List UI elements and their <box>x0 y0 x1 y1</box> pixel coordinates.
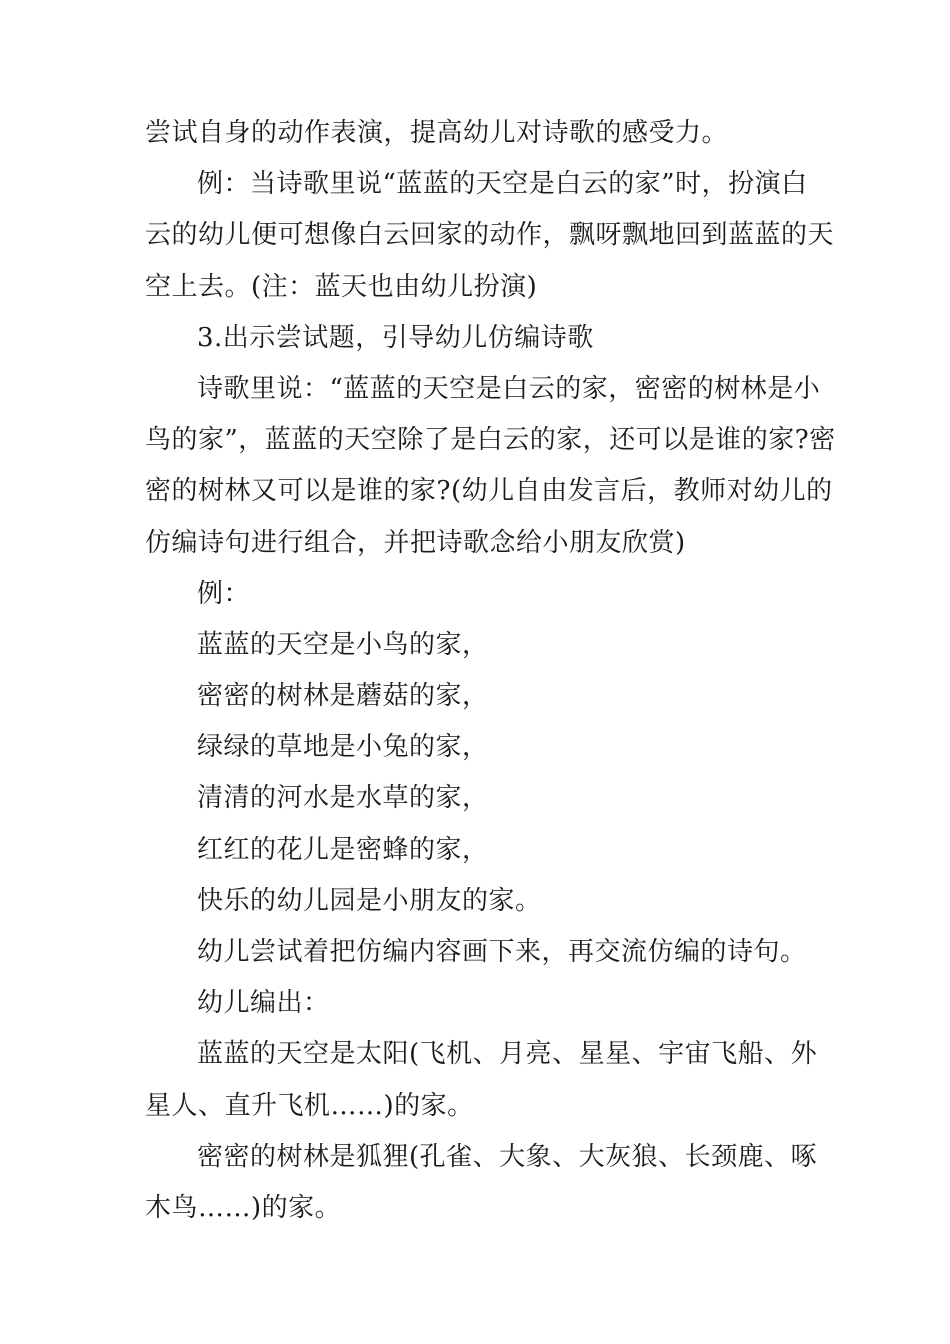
paragraph-line: 密密的树林是狐狸(孔雀、大象、大灰狼、长颈鹿、啄 <box>197 1141 818 1172</box>
poem-line: 清清的河水是水草的家， <box>197 783 489 814</box>
poem-line: 密密的树林是蘑菇的家， <box>197 681 489 712</box>
paragraph-line: 星人、直升飞机……)的家。 <box>145 1090 474 1121</box>
paragraph-line: 例：当诗歌里说“蓝蓝的天空是白云的家”时，扮演白 <box>197 169 808 200</box>
example-label: 例： <box>197 578 251 609</box>
paragraph-line: 鸟的家”，蓝蓝的天空除了是白云的家，还可以是谁的家?密 <box>145 425 836 456</box>
poem-line: 快乐的幼儿园是小朋友的家。 <box>197 885 542 916</box>
paragraph-line: 云的幼儿便可想像白云回家的动作，飘呀飘地回到蓝蓝的天 <box>145 220 835 251</box>
poem-line: 蓝蓝的天空是小鸟的家， <box>197 629 489 660</box>
paragraph-line: 木鸟……)的家。 <box>145 1192 342 1223</box>
section-heading: 3.出示尝试题，引导幼儿仿编诗歌 <box>197 322 594 353</box>
poem-line: 红红的花儿是密蜂的家， <box>197 834 489 865</box>
paragraph-line: 诗歌里说：“蓝蓝的天空是白云的家，密密的树林是小 <box>197 373 821 404</box>
paragraph-line: 空上去。(注：蓝天也由幼儿扮演) <box>145 271 538 302</box>
paragraph-line: 幼儿编出： <box>197 988 330 1019</box>
paragraph-line: 蓝蓝的天空是太阳(飞机、月亮、星星、宇宙飞船、外 <box>197 1039 818 1070</box>
paragraph-line: 仿编诗句进行组合，并把诗歌念给小朋友欣赏) <box>145 527 686 558</box>
document-body <box>145 108 836 1234</box>
poem-line: 绿绿的草地是小兔的家， <box>197 732 489 763</box>
paragraph-line: 尝试自身的动作表演，提高幼儿对诗歌的感受力。 <box>145 118 729 148</box>
paragraph-line: 密的树林又可以是谁的家?(幼儿自由发言后，教师对幼儿的 <box>145 476 833 507</box>
paragraph-line: 幼儿尝试着把仿编内容画下来，再交流仿编的诗句。 <box>197 937 807 967</box>
